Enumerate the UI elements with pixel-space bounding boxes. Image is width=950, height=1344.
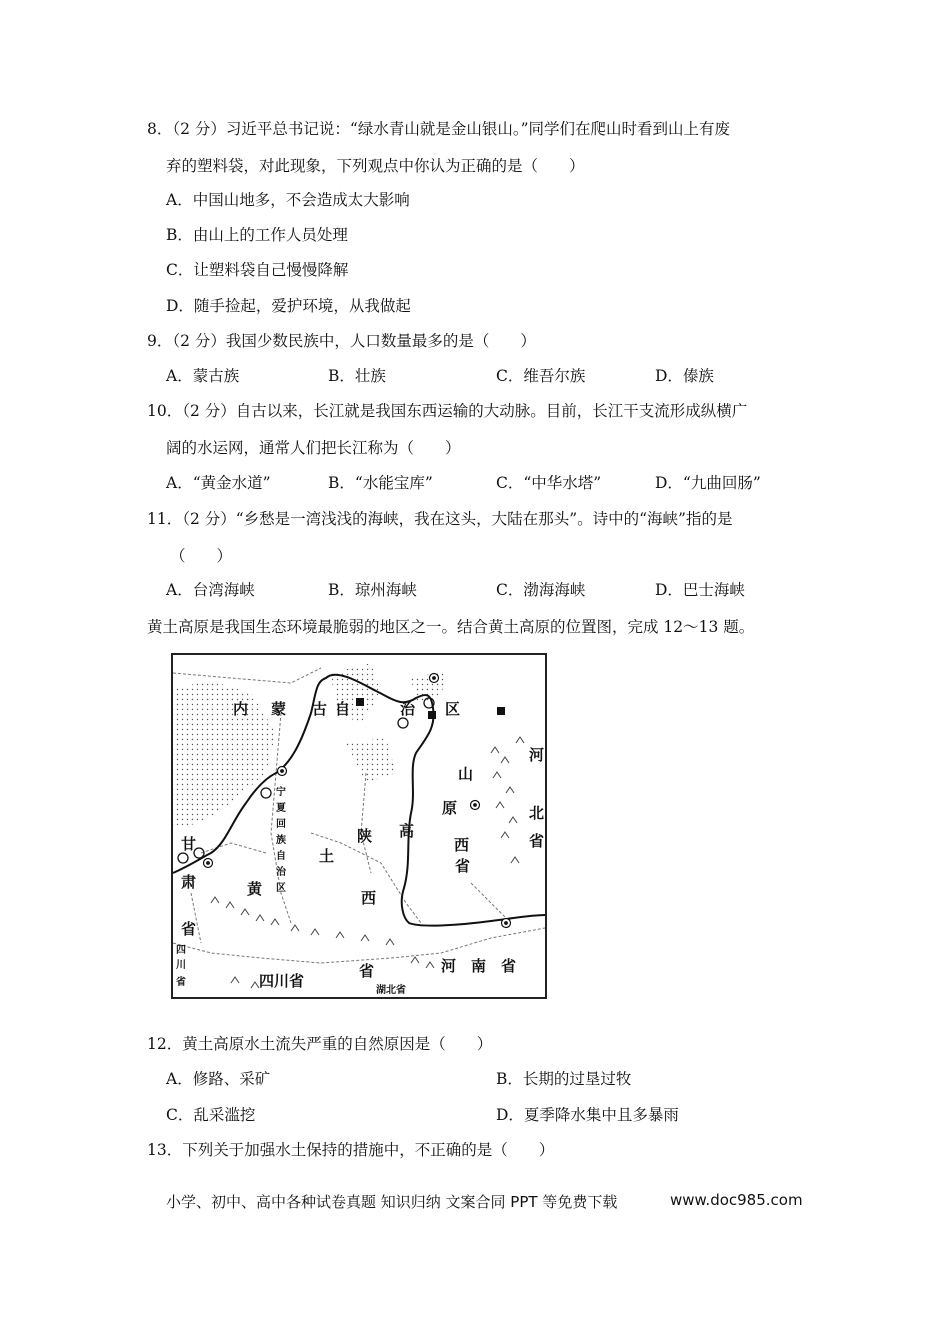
q8-stem-line2: 弃的塑料袋，对此现象，下列观点中你认为正确的是（ ） <box>166 157 585 175</box>
q9-stem: 9．（2 分）我国少数民族中，人口数量最多的是（ ） <box>147 332 536 350</box>
label-tu: 土 <box>319 847 335 865</box>
q9-option-b: B．壮族 <box>328 367 386 385</box>
svg-text:族: 族 <box>276 835 286 846</box>
loess-plateau-map <box>171 653 547 999</box>
label-he-hb: 河 <box>529 746 545 764</box>
q12-option-c: C．乱采滥挖 <box>166 1106 256 1124</box>
q11-option-b: B．琼州海峡 <box>328 581 417 599</box>
label-henan: 河 南 省 <box>441 957 517 975</box>
svg-text:四: 四 <box>176 945 186 956</box>
label-sheng-shaan: 省 <box>359 962 375 980</box>
label-zi: 自 <box>335 700 351 718</box>
label-sheng-hb: 省 <box>529 832 545 850</box>
map-intro: 黄土高原是我国生态环境最脆弱的地区之一。结合黄土高原的位置图，完成 12～13 题。 <box>147 618 755 636</box>
svg-text:治: 治 <box>276 867 286 878</box>
svg-text:省: 省 <box>176 977 186 988</box>
q10-stem-line1: 10．（2 分）自古以来，长江就是我国东西运输的大动脉。目前，长江干支流形成纵横广 <box>147 402 748 420</box>
q11-option-c: C．渤海海峡 <box>496 581 586 599</box>
label-nei: 内 <box>233 700 249 718</box>
q12-option-a: A．修路、采矿 <box>166 1070 271 1088</box>
label-zhi: 治 <box>400 700 416 718</box>
label-sichuan-vertical <box>176 944 186 988</box>
label-xi-sx: 西 <box>454 836 470 854</box>
q12-stem: 12．黄土高原水土流失严重的自然原因是（ ） <box>147 1035 493 1053</box>
q10-option-b: B．“水能宝库” <box>328 474 433 492</box>
svg-text:自: 自 <box>276 851 286 862</box>
q12-option-b: B．长期的过垦过牧 <box>496 1070 632 1088</box>
q9-option-a: A．蒙古族 <box>166 367 240 385</box>
svg-text:夏: 夏 <box>276 803 286 814</box>
q9-option-c: C．维吾尔族 <box>496 367 586 385</box>
label-meng: 蒙 <box>271 700 287 718</box>
label-sheng-gs: 省 <box>181 920 197 938</box>
svg-text:川: 川 <box>176 960 186 971</box>
q10-option-a: A．“黄金水道” <box>166 474 271 492</box>
label-gu: 古 <box>312 700 328 718</box>
q11-option-a: A．台湾海峡 <box>166 581 255 599</box>
footer-url[interactable]: www.doc985.com <box>670 1191 803 1209</box>
label-huang: 黄 <box>247 880 263 898</box>
svg-text:回: 回 <box>276 819 286 830</box>
label-gao: 高 <box>399 822 415 840</box>
q12-option-d: D．夏季降水集中且多暴雨 <box>496 1106 679 1124</box>
q8-option-d: D．随手捡起，爱护环境，从我做起 <box>166 297 411 315</box>
label-su: 肃 <box>181 873 197 891</box>
q10-stem-line2: 阔的水运网，通常人们把长江称为（ ） <box>166 439 461 457</box>
footer-text: 小学、初中、高中各种试卷真题 知识归纳 文案合同 PPT 等免费下载 <box>166 1193 618 1211</box>
q13-stem: 13．下列关于加强水土保持的措施中，不正确的是（ ） <box>147 1141 555 1159</box>
label-yuan: 原 <box>442 799 458 817</box>
svg-text:宁: 宁 <box>276 787 286 798</box>
q8-option-a: A．中国山地多，不会造成太大影响 <box>166 191 410 209</box>
label-shaan: 陕 <box>357 827 373 845</box>
label-qu: 区 <box>445 700 461 718</box>
label-sheng-sx: 省 <box>455 857 471 875</box>
q10-option-d: D．“九曲回肠” <box>655 474 761 492</box>
q10-option-c: C．“中华水塔” <box>496 474 602 492</box>
label-hubei: 湖北省 <box>376 985 406 996</box>
label-xi-shaan: 西 <box>361 889 377 907</box>
label-shan-sx: 山 <box>458 765 474 783</box>
label-gan: 甘 <box>181 835 197 853</box>
svg-text:区: 区 <box>276 883 286 894</box>
q11-stem-line1: 11．（2 分）“乡愁是一湾浅浅的海峡，我在这头，大陆在那头”。诗中的“海峡”指的是 <box>147 510 733 528</box>
q9-option-d: D．傣族 <box>655 367 714 385</box>
q11-option-d: D．巴士海峡 <box>655 581 745 599</box>
q11-stem-line2: （ ） <box>170 547 233 565</box>
q8-stem-line1: 8．（2 分）习近平总书记说：“绿水青山就是金山银山。”同学们在爬山时看到山上有废 <box>147 120 731 138</box>
label-sichuan: 四川省 <box>259 972 305 990</box>
label-bei-hb: 北 <box>529 804 545 822</box>
q8-option-c: C．让塑料袋自己慢慢降解 <box>166 261 349 279</box>
q8-option-b: B．由山上的工作人员处理 <box>166 226 348 244</box>
